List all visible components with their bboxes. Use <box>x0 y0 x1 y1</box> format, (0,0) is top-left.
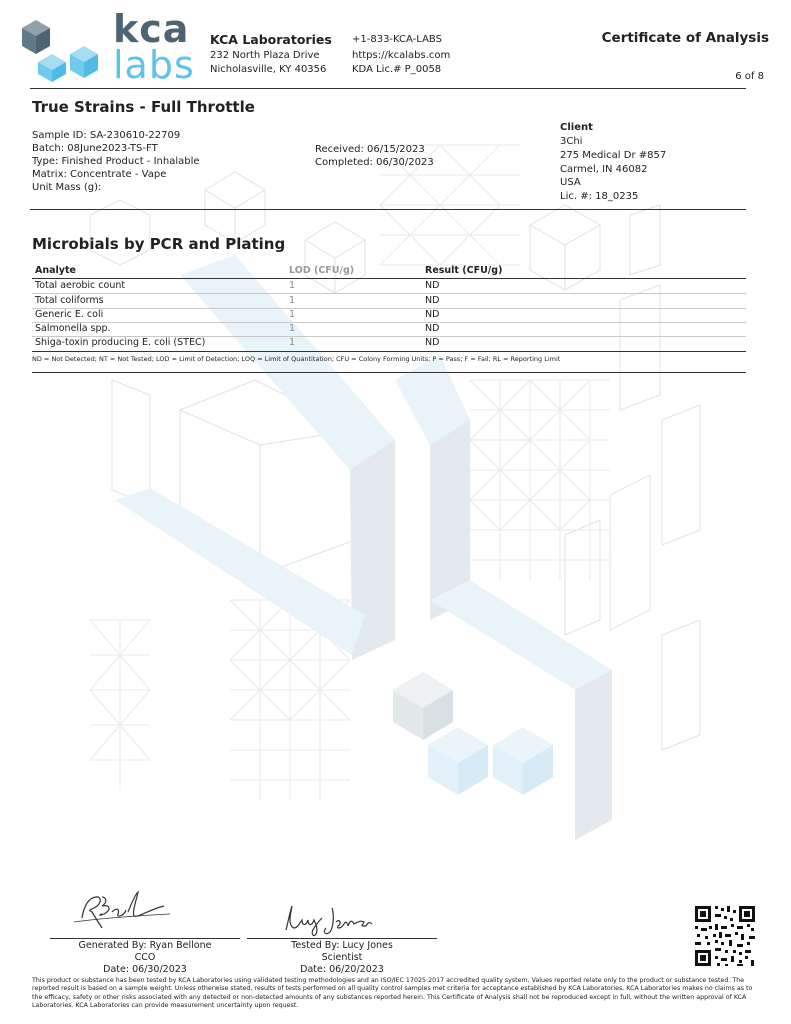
abbreviation-legend: ND = Not Detected; NT = Not Tested; LOD = Limit of Detection; LOQ = Limit of Quantitation; CFU = Colony Forming Units; P = Pass; F = Fail; RL = Reporting Limit <box>32 355 561 363</box>
product-divider <box>30 209 746 210</box>
tested-by-name: Tested By: Lucy Jones <box>291 940 393 951</box>
qr-code-icon[interactable] <box>693 904 757 968</box>
generated-by-date: Date: 06/30/2023 <box>103 964 187 975</box>
table-row-lod: 1 <box>289 323 296 334</box>
generated-by-title: CCO <box>134 952 156 963</box>
client-heading: Client <box>560 122 593 133</box>
logo-text-labs: labs <box>113 43 195 87</box>
header-divider <box>30 88 746 89</box>
table-row-result: ND <box>425 309 440 320</box>
tested-by-date: Date: 06/20/2023 <box>300 964 384 975</box>
column-header-lod: LOD (CFU/g) <box>289 265 355 276</box>
lab-address-line2: Nicholasville, KY 40356 <box>210 64 327 75</box>
table-row-divider <box>32 308 746 309</box>
signature-lucy-jones-icon <box>280 900 380 940</box>
table-row-lod: 1 <box>289 309 296 320</box>
generated-by-name: Generated By: Ryan Bellone <box>78 940 212 951</box>
lab-name: KCA Laboratories <box>210 32 332 47</box>
sample-id: Sample ID: SA-230610-22709 <box>32 130 181 141</box>
client-license: Lic. #: 18_0235 <box>560 191 639 202</box>
lab-phone: +1-833-KCA-LABS <box>352 34 442 45</box>
unit-mass: Unit Mass (g): <box>32 182 102 193</box>
legend-divider <box>32 372 746 373</box>
disclaimer-text: This product or substance has been tested by KCA Laboratories using validated testing methodologies and an ISO/IEC 17025:2017 accredited quality system. Values reported relate only to the product or substance tested. The reported result is based on a sample weight. Unless otherwise stated, results of tests performed on all quality control samples met criteria for acceptance established by KCA Laboratories. KCA Laboratories makes no claims as to the efficacy, safety or other risks associated with any detected or non-detected amounts of any substances reported herein. This Certificate of Analysis shall not be reproduced except in full, without the written approval of KCA Laboratories. KCA Laboratories can provide measurement uncertainty upon request. <box>32 977 753 1009</box>
section-title-microbials: Microbials by PCR and Plating <box>32 235 286 253</box>
received-date: Received: 06/15/2023 <box>315 144 425 155</box>
table-row-divider <box>32 322 746 323</box>
client-name: 3Chi <box>560 136 583 147</box>
product-type: Type: Finished Product - Inhalable <box>32 156 200 167</box>
table-bottom-line <box>32 351 746 352</box>
batch: Batch: 08June2023-TS-FT <box>32 143 158 154</box>
lab-address-line1: 232 North Plaza Drive <box>210 50 320 61</box>
signature-line-generated <box>50 938 240 939</box>
logo-text-kca: kca <box>113 7 190 51</box>
tested-by-title: Scientist <box>321 952 363 963</box>
table-row-lod: 1 <box>289 337 296 348</box>
document-title: Certificate of Analysis <box>601 30 769 46</box>
signature-line-tested <box>247 938 437 939</box>
table-header-line <box>32 278 746 279</box>
client-country: USA <box>560 177 581 188</box>
table-row-lod: 1 <box>289 280 296 291</box>
client-address2: Carmel, IN 46082 <box>560 164 648 175</box>
table-row-divider <box>32 293 746 294</box>
completed-date: Completed: 06/30/2023 <box>315 157 434 168</box>
signature-ryan-bellone-icon <box>72 888 172 936</box>
table-row-result: ND <box>425 323 440 334</box>
page-number: 6 of 8 <box>735 71 764 82</box>
product-title: True Strains - Full Throttle <box>32 98 255 116</box>
matrix: Matrix: Concentrate - Vape <box>32 169 167 180</box>
lab-license: KDA Lic.# P_0058 <box>352 64 442 75</box>
table-row-result: ND <box>425 295 440 306</box>
table-row-analyte: Salmonella spp. <box>35 323 111 334</box>
kca-logo-cubes-icon <box>20 18 102 82</box>
table-row-result: ND <box>425 280 440 291</box>
table-row-result: ND <box>425 337 440 348</box>
table-row-lod: 1 <box>289 295 296 306</box>
table-row-analyte: Total aerobic count <box>35 280 126 291</box>
table-row-analyte: Generic E. coli <box>35 309 104 320</box>
column-header-analyte: Analyte <box>35 265 76 276</box>
table-row-analyte: Total coliforms <box>35 295 104 306</box>
client-address1: 275 Medical Dr #857 <box>560 150 667 161</box>
lab-website[interactable]: https://kcalabs.com <box>352 50 451 61</box>
table-row-analyte: Shiga-toxin producing E. coli (STEC) <box>35 337 206 348</box>
column-header-result: Result (CFU/g) <box>425 265 503 276</box>
